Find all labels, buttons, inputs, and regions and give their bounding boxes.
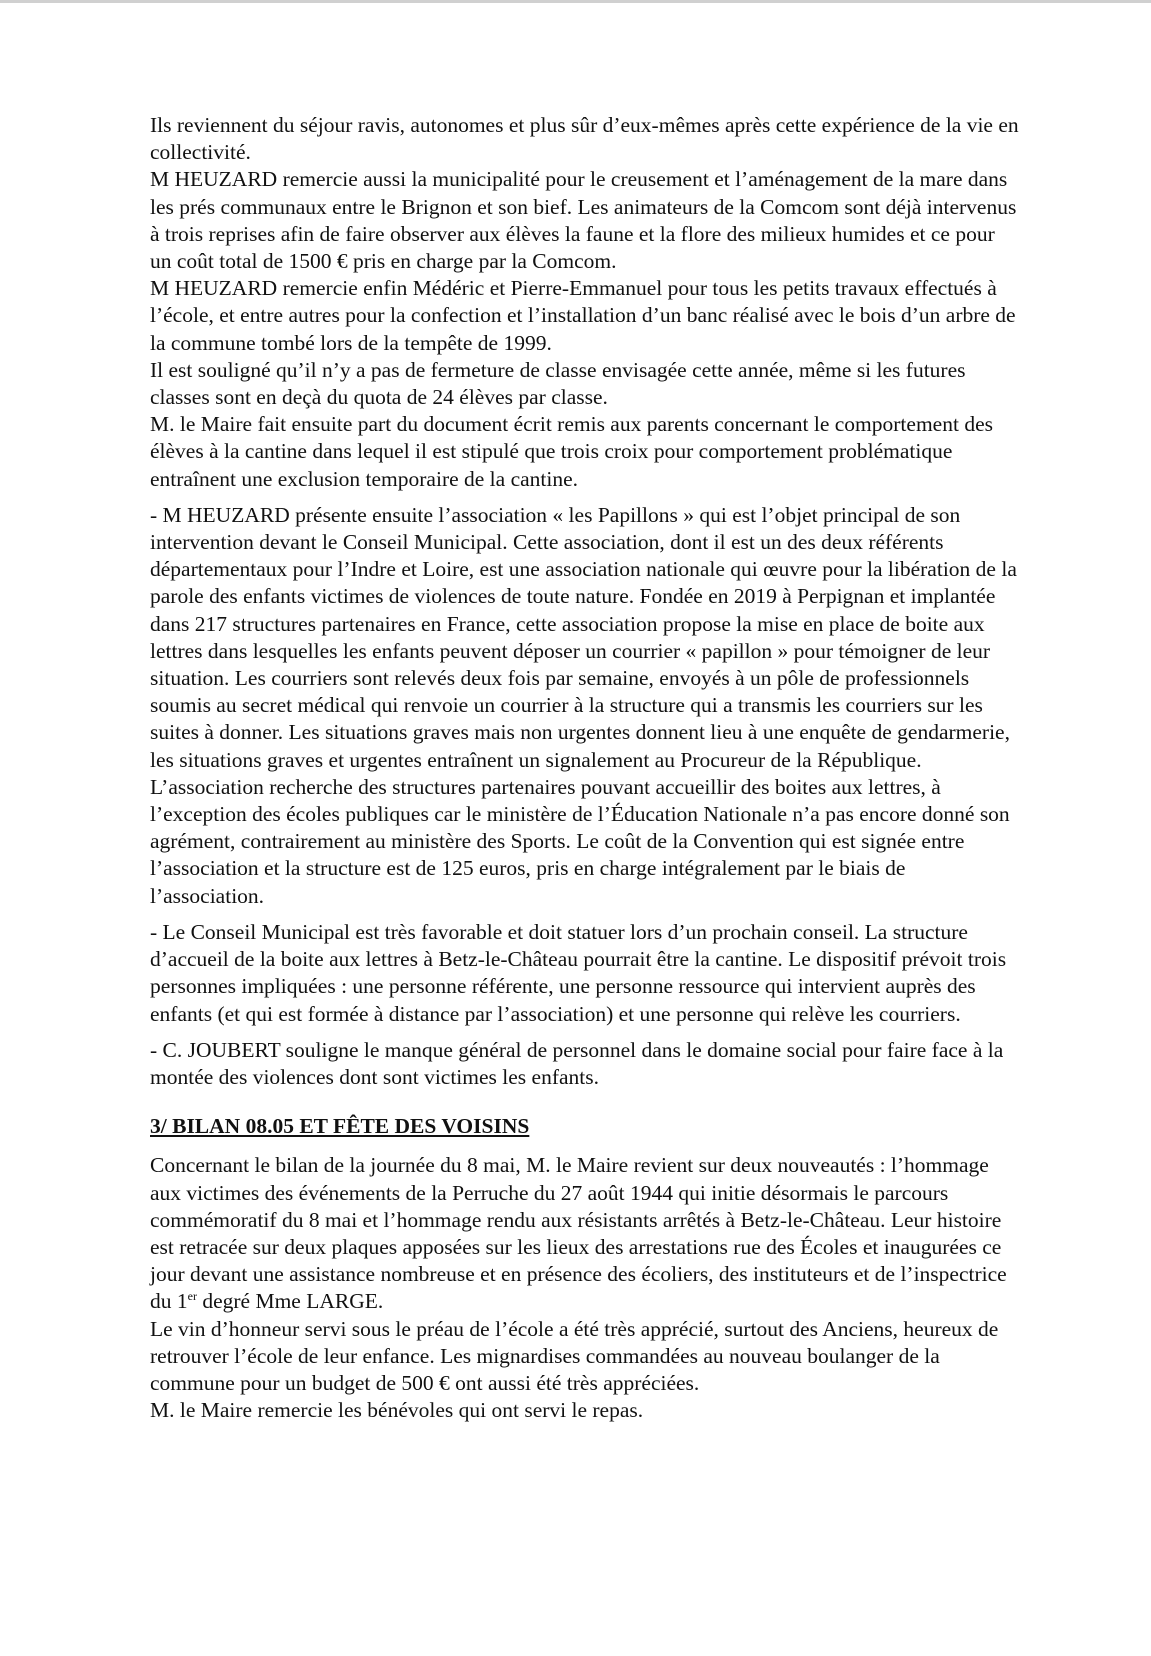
paragraph-group-papillons	[150, 502, 1020, 910]
top-border	[0, 0, 1151, 3]
paragraph-group-joubert	[150, 1037, 1020, 1091]
document-page	[150, 112, 1020, 1424]
paragraph: M HEUZARD remercie enfin Médéric et Pierre-Emmanuel pour tous les petits travaux effectués à l’école, et entre autres pour la confection et l’installation d’un banc réalisé avec le bois d’un arbre de la commune tombé lors de la tempête de 1999.	[150, 276, 1016, 355]
section-heading: 3/ BILAN 08.05 ET FÊTE DES VOISINS	[150, 1114, 530, 1139]
paragraph	[150, 1152, 1020, 1315]
paragraph-text: degré Mme LARGE.	[196, 1289, 384, 1314]
paragraph-group-school	[150, 112, 1020, 493]
paragraph: M. le Maire remercie les bénévoles qui ont servi le repas.	[150, 1398, 644, 1423]
paragraph: M. le Maire fait ensuite part du document écrit remis aux parents concernant le comportement des élèves à la cantine dans lequel il est stipulé que trois croix pour comportement problématique entraînent une exclusion temporaire de la cantine.	[150, 412, 993, 491]
paragraph: - Le Conseil Municipal est très favorable et doit statuer lors d’un prochain conseil. La structure d’accueil de la boite aux lettres à Betz-le-Château pourrait être la cantine. Le dispositif prévoit trois personnes impliquées : une personne référente, une personne ressource qui intervient auprès des enfants (et qui est formée à distance par l’association) et une personne qui relève les courriers.	[150, 919, 1007, 1026]
paragraph: L’association recherche des structures partenaires pouvant accueillir des boites aux lettres, à l’exception des écoles publiques car le ministère de l’Éducation Nationale n’a pas encore donné son agrément, contrairement au ministère des Sports. Le coût de la Convention qui est signée entre l’association et la structure est de 125 euros, pris en charge intégralement par le biais de l’association.	[150, 774, 1010, 908]
paragraph: Le vin d’honneur servi sous le préau de l’école a été très apprécié, surtout des Anciens, heureux de retrouver l’école de leur enfance. Les mignardises commandées au nouveau boulanger de la commune pour un budget de 500 € ont aussi été très appréciées.	[150, 1316, 999, 1395]
paragraph: Il est souligné qu’il n’y a pas de fermeture de classe envisagée cette année, même si les futures classes sont en deçà du quota de 24 élèves par classe.	[150, 357, 966, 410]
paragraph-group-bilan	[150, 1152, 1020, 1424]
paragraph: Ils reviennent du séjour ravis, autonomes et plus sûr d’eux-mêmes après cette expérience de la vie en collectivité.	[150, 113, 1019, 165]
ordinal-superscript: er	[187, 1289, 197, 1304]
paragraph: - C. JOUBERT souligne le manque général de personnel dans le domaine social pour faire face à la montée des violences dont sont victimes les enfants.	[150, 1037, 1004, 1089]
paragraph-group-council	[150, 919, 1020, 1028]
paragraph: M HEUZARD remercie aussi la municipalité pour le creusement et l’aménagement de la mare dans les prés communaux entre le Brignon et son bief. Les animateurs de la Comcom sont déjà intervenus à trois reprises afin de faire observer aux élèves la faune et la flore des milieux humides et ce pour un coût total de 1500 € pris en charge par la Comcom.	[150, 167, 1017, 274]
paragraph-text: Concernant le bilan de la journée du 8 mai, M. le Maire revient sur deux nouveautés : l’hommage aux victimes des événements de la Perruche du 27 août 1944 qui initie désormais le parcours commémoratif du 8 mai et l’hommage rendu aux résistants arrêtés à Betz-le-Château. Leur histoire est retracée sur deux plaques apposées sur les lieux des arrestations rue des Écoles et inaugurées ce jour devant une assistance nombreuse et en présence des écoliers, des instituteurs et de l’inspectrice du 1	[150, 1153, 1007, 1314]
paragraph: - M HEUZARD présente ensuite l’association « les Papillons » qui est l’objet principal de son intervention devant le Conseil Municipal. Cette association, dont il est un des deux référents départementaux pour l’Indre et Loire, est une association nationale qui œuvre pour la libération de la parole des enfants victimes de violences de toute nature. Fondée en 2019 à Perpignan et implantée dans 217 structures partenaires en France, cette association propose la mise en place de boite aux lettres dans lesquelles les enfants peuvent déposer un courrier « papillon » pour témoigner de leur situation. Les courriers sont relevés deux fois par semaine, envoyés à un pôle de professionnels soumis au secret médical qui renvoie un courrier à la structure qui a transmis les courriers sur les suites à donner. Les situations graves mais non urgentes donnent lieu à une enquête de gendarmerie, les situations graves et urgentes entraînent un signalement au Procureur de la République.	[150, 502, 1017, 772]
